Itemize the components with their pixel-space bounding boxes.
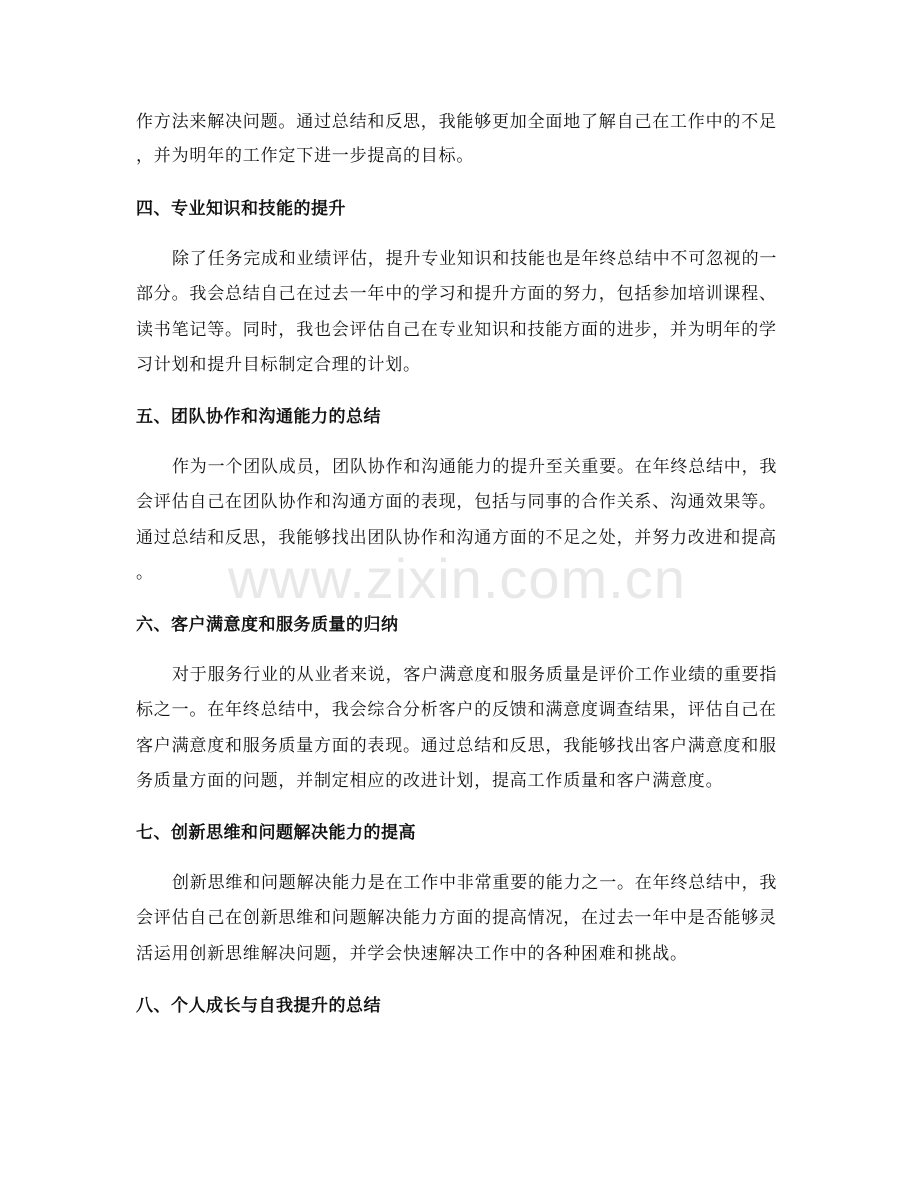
body-text-line: 活运用创新思维解决问题，并学会快速解决工作中的各种困难和挑战。 — [136, 944, 688, 964]
section-heading-7: 七、创新思维和问题解决能力的提高 — [136, 823, 416, 843]
section-heading-4: 四、专业知识和技能的提升 — [136, 199, 346, 219]
body-text-line: 会评估自己在团队协作和沟通方面的表现，包括与同事的合作关系、沟通效果等。 — [136, 492, 777, 512]
body-text-line: 习计划和提升目标制定合理的计划。 — [136, 355, 421, 375]
section-heading-8: 八、个人成长与自我提升的总结 — [136, 996, 381, 1016]
body-text-line: ，并为明年的工作定下进一步提高的目标。 — [136, 146, 475, 166]
section-heading-6: 六、客户满意度和服务质量的归纳 — [136, 615, 399, 635]
body-text-line: 作方法来解决问题。通过总结和反思，我能够更加全面地了解自己在工作中的不足 — [136, 112, 777, 132]
body-text-line: 除了任务完成和业绩评估，提升专业知识和技能也是年终总结中不可忽视的一 — [172, 249, 778, 269]
body-text-line: 作为一个团队成员，团队协作和沟通能力的提升至关重要。在年终总结中，我 — [172, 457, 778, 477]
body-text-line: 部分。我会总结自己在过去一年中的学习和提升方面的努力，包括参加培训课程、 — [136, 284, 777, 304]
watermark-text: www.zixin.com.cn — [228, 547, 686, 610]
body-text-line: 。 — [136, 563, 154, 583]
body-text-line: 务质量方面的问题，并制定相应的改进计划，提高工作质量和客户满意度。 — [136, 771, 724, 791]
body-text-line: 创新思维和问题解决能力是在工作中非常重要的能力之一。在年终总结中，我 — [172, 873, 778, 893]
section-heading-5: 五、团队协作和沟通能力的总结 — [136, 407, 381, 427]
body-text-line: 会评估自己在创新思维和问题解决能力方面的提高情况，在过去一年中是否能够灵 — [136, 908, 777, 928]
body-text-line: 对于服务行业的从业者来说，客户满意度和服务质量是评价工作业绩的重要指 — [172, 665, 778, 685]
body-text-line: 通过总结和反思，我能够找出团队协作和沟通方面的不足之处，并努力改进和提高 — [136, 528, 777, 548]
body-text-line: 客户满意度和服务质量方面的表现。通过总结和反思，我能够找出客户满意度和服 — [136, 736, 777, 756]
body-text-line: 读书笔记等。同时，我也会评估自己在专业知识和技能方面的进步，并为明年的学 — [136, 320, 777, 340]
body-text-line: 标之一。在年终总结中，我会综合分析客户的反馈和满意度调查结果，评估自己在 — [136, 700, 777, 720]
